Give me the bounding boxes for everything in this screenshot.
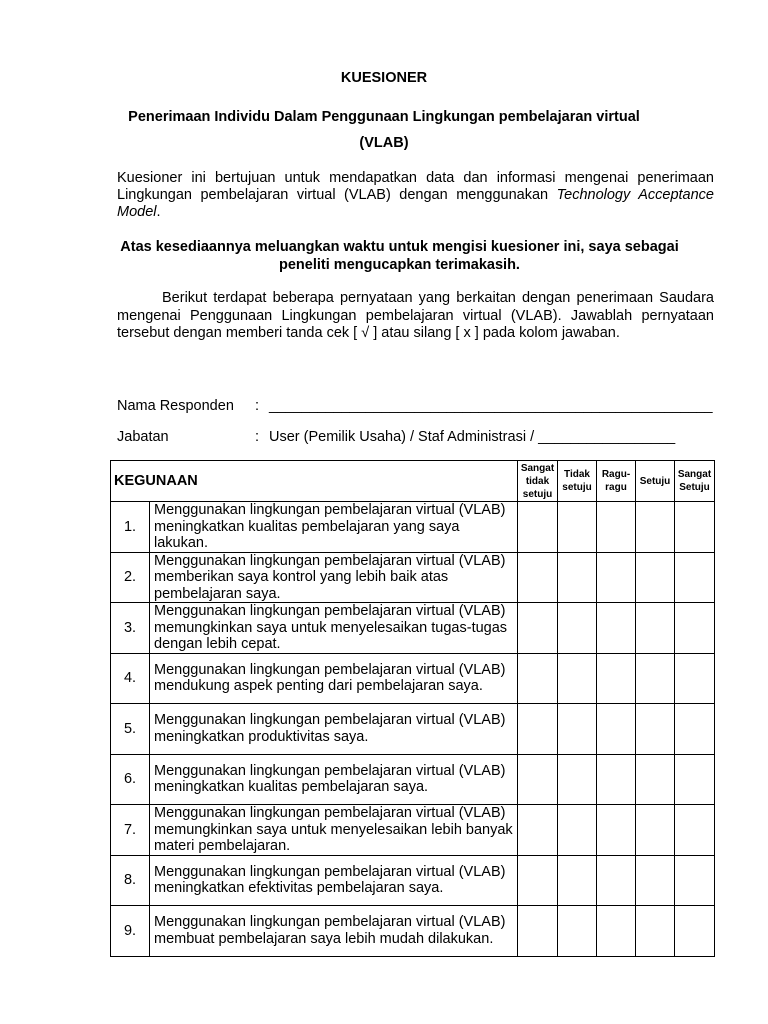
- answer-cell-ragu-ragu[interactable]: [597, 906, 636, 957]
- respondent-name-field[interactable]: [117, 398, 713, 414]
- answer-cell-setuju[interactable]: [636, 805, 675, 856]
- answer-cell-sangat-setuju[interactable]: [675, 855, 715, 906]
- row-statement: Menggunakan lingkungan pembelajaran virtual (VLAB) meningkatkan efektivitas pembelajaran saya.: [150, 855, 518, 906]
- answer-cell-sangat-tidak-setuju[interactable]: [518, 906, 558, 957]
- row-statement: Menggunakan lingkungan pembelajaran virtual (VLAB) memungkinkan saya untuk menyelesaikan tugas-tugas dengan lebih cepat.: [150, 603, 518, 654]
- job-title-colon: :: [255, 429, 260, 445]
- table-row: [111, 855, 715, 906]
- table-row: [111, 704, 715, 755]
- column-header-setuju: Setuju: [636, 461, 675, 502]
- table-row: [111, 603, 715, 654]
- answer-cell-tidak-setuju[interactable]: [558, 704, 597, 755]
- answer-cell-sangat-setuju[interactable]: [675, 552, 715, 603]
- answer-cell-setuju[interactable]: [636, 653, 675, 704]
- thanks-text: Atas kesediaannya meluangkan waktu untuk mengisi kuesioner ini, saya sebagai peneliti mengucapkan terimakasih.: [120, 239, 679, 273]
- table-row: [111, 906, 715, 957]
- row-number: 6.: [111, 754, 150, 805]
- row-number: 8.: [111, 855, 150, 906]
- page-subtitle: Penerimaan Individu Dalam Penggunaan Lingkungan pembelajaran virtual (VLAB): [128, 109, 640, 151]
- answer-cell-setuju[interactable]: [636, 754, 675, 805]
- respondent-name-label: Nama Responden: [117, 398, 234, 414]
- column-header-sangat-setuju: Sangat Setuju: [675, 461, 715, 502]
- table-row: [111, 653, 715, 704]
- answer-cell-sangat-setuju[interactable]: [675, 653, 715, 704]
- answer-cell-tidak-setuju[interactable]: [558, 805, 597, 856]
- answer-cell-sangat-tidak-setuju[interactable]: [518, 855, 558, 906]
- answer-cell-sangat-tidak-setuju[interactable]: [518, 754, 558, 805]
- job-title-field[interactable]: [117, 429, 675, 445]
- intro-paragraph: [117, 170, 714, 221]
- answer-cell-ragu-ragu[interactable]: [597, 704, 636, 755]
- row-statement: Menggunakan lingkungan pembelajaran virtual (VLAB) meningkatkan kualitas pembelajaran saya.: [150, 754, 518, 805]
- row-statement: Menggunakan lingkungan pembelajaran virtual (VLAB) meningkatkan produktivitas saya.: [150, 704, 518, 755]
- row-statement: Menggunakan lingkungan pembelajaran virtual (VLAB) memungkinkan saya untuk menyelesaikan lebih banyak materi pembelajaran.: [150, 805, 518, 856]
- answer-cell-setuju[interactable]: [636, 603, 675, 654]
- questionnaire-table: [110, 460, 715, 957]
- answer-cell-sangat-setuju[interactable]: [675, 805, 715, 856]
- column-header-sangat-tidak-setuju: Sangat tidak setuju: [518, 461, 558, 502]
- answer-cell-ragu-ragu[interactable]: [597, 805, 636, 856]
- answer-cell-tidak-setuju[interactable]: [558, 603, 597, 654]
- page-title: KUESIONER: [340, 70, 428, 86]
- intro-italic: Technology Acceptance Model: [117, 187, 714, 220]
- column-header-tidak-setuju: Tidak setuju: [558, 461, 597, 502]
- row-number: 3.: [111, 603, 150, 654]
- row-number: 5.: [111, 704, 150, 755]
- answer-cell-ragu-ragu[interactable]: [597, 552, 636, 603]
- table-row: [111, 502, 715, 553]
- answer-cell-sangat-tidak-setuju[interactable]: [518, 603, 558, 654]
- row-statement: Menggunakan lingkungan pembelajaran virtual (VLAB) memberikan saya kontrol yang lebih baik atas pembelajaran saya.: [150, 552, 518, 603]
- answer-cell-sangat-tidak-setuju[interactable]: [518, 704, 558, 755]
- respondent-name-blank[interactable]: _______________________________________________________: [269, 398, 713, 414]
- answer-cell-ragu-ragu[interactable]: [597, 603, 636, 654]
- answer-cell-tidak-setuju[interactable]: [558, 653, 597, 704]
- answer-cell-tidak-setuju[interactable]: [558, 855, 597, 906]
- job-title-label: Jabatan: [117, 429, 169, 445]
- answer-cell-sangat-setuju[interactable]: [675, 906, 715, 957]
- answer-cell-ragu-ragu[interactable]: [597, 855, 636, 906]
- column-header-ragu-ragu: Ragu-ragu: [597, 461, 636, 502]
- answer-cell-sangat-setuju[interactable]: [675, 603, 715, 654]
- answer-cell-setuju[interactable]: [636, 704, 675, 755]
- row-number: 4.: [111, 653, 150, 704]
- row-number: 2.: [111, 552, 150, 603]
- answer-cell-tidak-setuju[interactable]: [558, 906, 597, 957]
- row-statement: Menggunakan lingkungan pembelajaran virtual (VLAB) meningkatkan kualitas pembelajaran yang saya lakukan.: [150, 502, 518, 553]
- row-statement: Menggunakan lingkungan pembelajaran virtual (VLAB) membuat pembelajaran saya lebih mudah dilakukan.: [150, 906, 518, 957]
- answer-cell-ragu-ragu[interactable]: [597, 502, 636, 553]
- answer-cell-setuju[interactable]: [636, 855, 675, 906]
- answer-cell-setuju[interactable]: [636, 906, 675, 957]
- answer-cell-sangat-tidak-setuju[interactable]: [518, 805, 558, 856]
- answer-cell-setuju[interactable]: [636, 552, 675, 603]
- answer-cell-setuju[interactable]: [636, 502, 675, 553]
- answer-cell-sangat-tidak-setuju[interactable]: [518, 552, 558, 603]
- row-number: 1.: [111, 502, 150, 553]
- table-row: [111, 552, 715, 603]
- answer-cell-tidak-setuju[interactable]: [558, 502, 597, 553]
- answer-cell-sangat-tidak-setuju[interactable]: [518, 502, 558, 553]
- answer-cell-ragu-ragu[interactable]: [597, 653, 636, 704]
- row-number: 7.: [111, 805, 150, 856]
- respondent-name-colon: :: [255, 398, 260, 414]
- table-row: [111, 754, 715, 805]
- answer-cell-tidak-setuju[interactable]: [558, 552, 597, 603]
- answer-cell-sangat-setuju[interactable]: [675, 502, 715, 553]
- job-title-options[interactable]: User (Pemilik Usaha) / Staf Administrasi / _________________: [269, 429, 676, 445]
- row-number: 9.: [111, 906, 150, 957]
- answer-cell-sangat-setuju[interactable]: [675, 704, 715, 755]
- intro-text: Kuesioner ini bertujuan untuk mendapatkan data dan informasi mengenai penerimaan Lingkungan pembelajaran virtual (VLAB) dengan menggunakan: [117, 170, 714, 203]
- table-header-kegunaan: KEGUNAAN: [111, 461, 518, 502]
- answer-cell-tidak-setuju[interactable]: [558, 754, 597, 805]
- answer-cell-sangat-setuju[interactable]: [675, 754, 715, 805]
- instruction-paragraph: Berikut terdapat beberapa pernyataan yang berkaitan dengan penerimaan Saudara mengenai Penggunaan Lingkungan pembelajaran virtual (VLAB). Jawablah pernyataan tersebut dengan memberi tanda cek [ √ ] atau silang [ x ] pada kolom jawaban.: [117, 290, 714, 341]
- answer-cell-ragu-ragu[interactable]: [597, 754, 636, 805]
- intro-end: .: [156, 204, 161, 220]
- table-row: [111, 805, 715, 856]
- row-statement: Menggunakan lingkungan pembelajaran virtual (VLAB) mendukung aspek penting dari pembelajaran saya.: [150, 653, 518, 704]
- answer-cell-sangat-tidak-setuju[interactable]: [518, 653, 558, 704]
